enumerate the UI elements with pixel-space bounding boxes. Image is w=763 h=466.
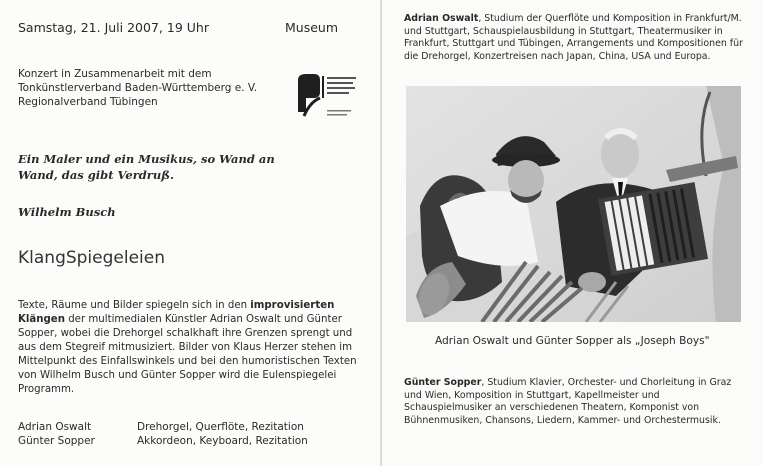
description-text: der multimedialen Künstler Adrian Oswalt und Günter Sopper, wobei die Drehorgel schalkhaft ihre Grenzen sprengt und aus dem Stegreif mitmusiziert. Bilder von Klaus Herzer stehen im Mittelpunkt des Einfallswinkels und bei den humoristischen Texten von Wilhelm Busch und Günter Sopper wird die Eulenspiegelei Programm. <box>18 314 357 395</box>
bio-guenter-sopper <box>404 377 749 427</box>
description-text: Texte, Räume und Bilder spiegeln sich in den <box>18 300 251 311</box>
bio-name: Adrian Oswalt <box>404 13 479 24</box>
left-page <box>0 0 381 466</box>
quote-author: Wilhelm Busch <box>18 205 116 219</box>
event-date: Samstag, 21. Juli 2007, 19 Uhr <box>18 20 209 35</box>
performer-row <box>18 420 308 434</box>
performer-name: Adrian Oswalt <box>18 421 92 433</box>
concert-note: Konzert in Zusammenarbeit mit dem Tonkünstlerverband Baden-Württemberg e. V. Regionalverband Tübingen <box>18 68 258 108</box>
musicians-photo <box>406 86 741 322</box>
busch-quote: Ein Maler und ein Musikus, so Wand an Wand, das gibt Verdruß. <box>18 152 275 182</box>
performer-roles: Drehorgel, Querflöte, Rezitation <box>137 421 304 433</box>
performer-name: Günter Sopper <box>18 435 95 447</box>
bio-adrian-oswalt <box>404 13 749 63</box>
photo-caption: Adrian Oswalt und Günter Sopper als „Joseph Boys" <box>435 335 710 347</box>
description-highlight: improvisierten Klängen <box>18 300 335 325</box>
bio-name: Günter Sopper <box>404 377 482 388</box>
program-description <box>18 299 363 397</box>
performer-list <box>18 420 308 448</box>
bio-text: , Studium der Querflöte und Komposition in Frankfurt/M. und Stuttgart, Schauspielausbildung in Stuttgart, Theatermusiker in Frankfurt, Stuttgart und Tübingen, Arrangements und Kompositionen für die Drehorgel, Konzertreisen nach Japan, China, USA und Europa. <box>404 13 743 62</box>
bio-text: , Studium Klavier, Orchester- und Chorleitung in Graz und Wien, Komposition in Stuttgart, Kapellmeister und Schauspielmusiker an verschiedenen Theatern, Komponist von Bühnenmusiken, Chansons, Liedern, Kammer- und Orchestermusik. <box>404 377 732 426</box>
right-page <box>382 0 763 466</box>
event-venue: Museum <box>285 20 339 35</box>
performer-row <box>18 434 308 448</box>
program-title: KlangSpiegeleien <box>18 248 166 268</box>
performer-roles: Akkordeon, Keyboard, Rezitation <box>137 435 308 447</box>
tonkuenstlerverband-logo <box>296 72 358 120</box>
